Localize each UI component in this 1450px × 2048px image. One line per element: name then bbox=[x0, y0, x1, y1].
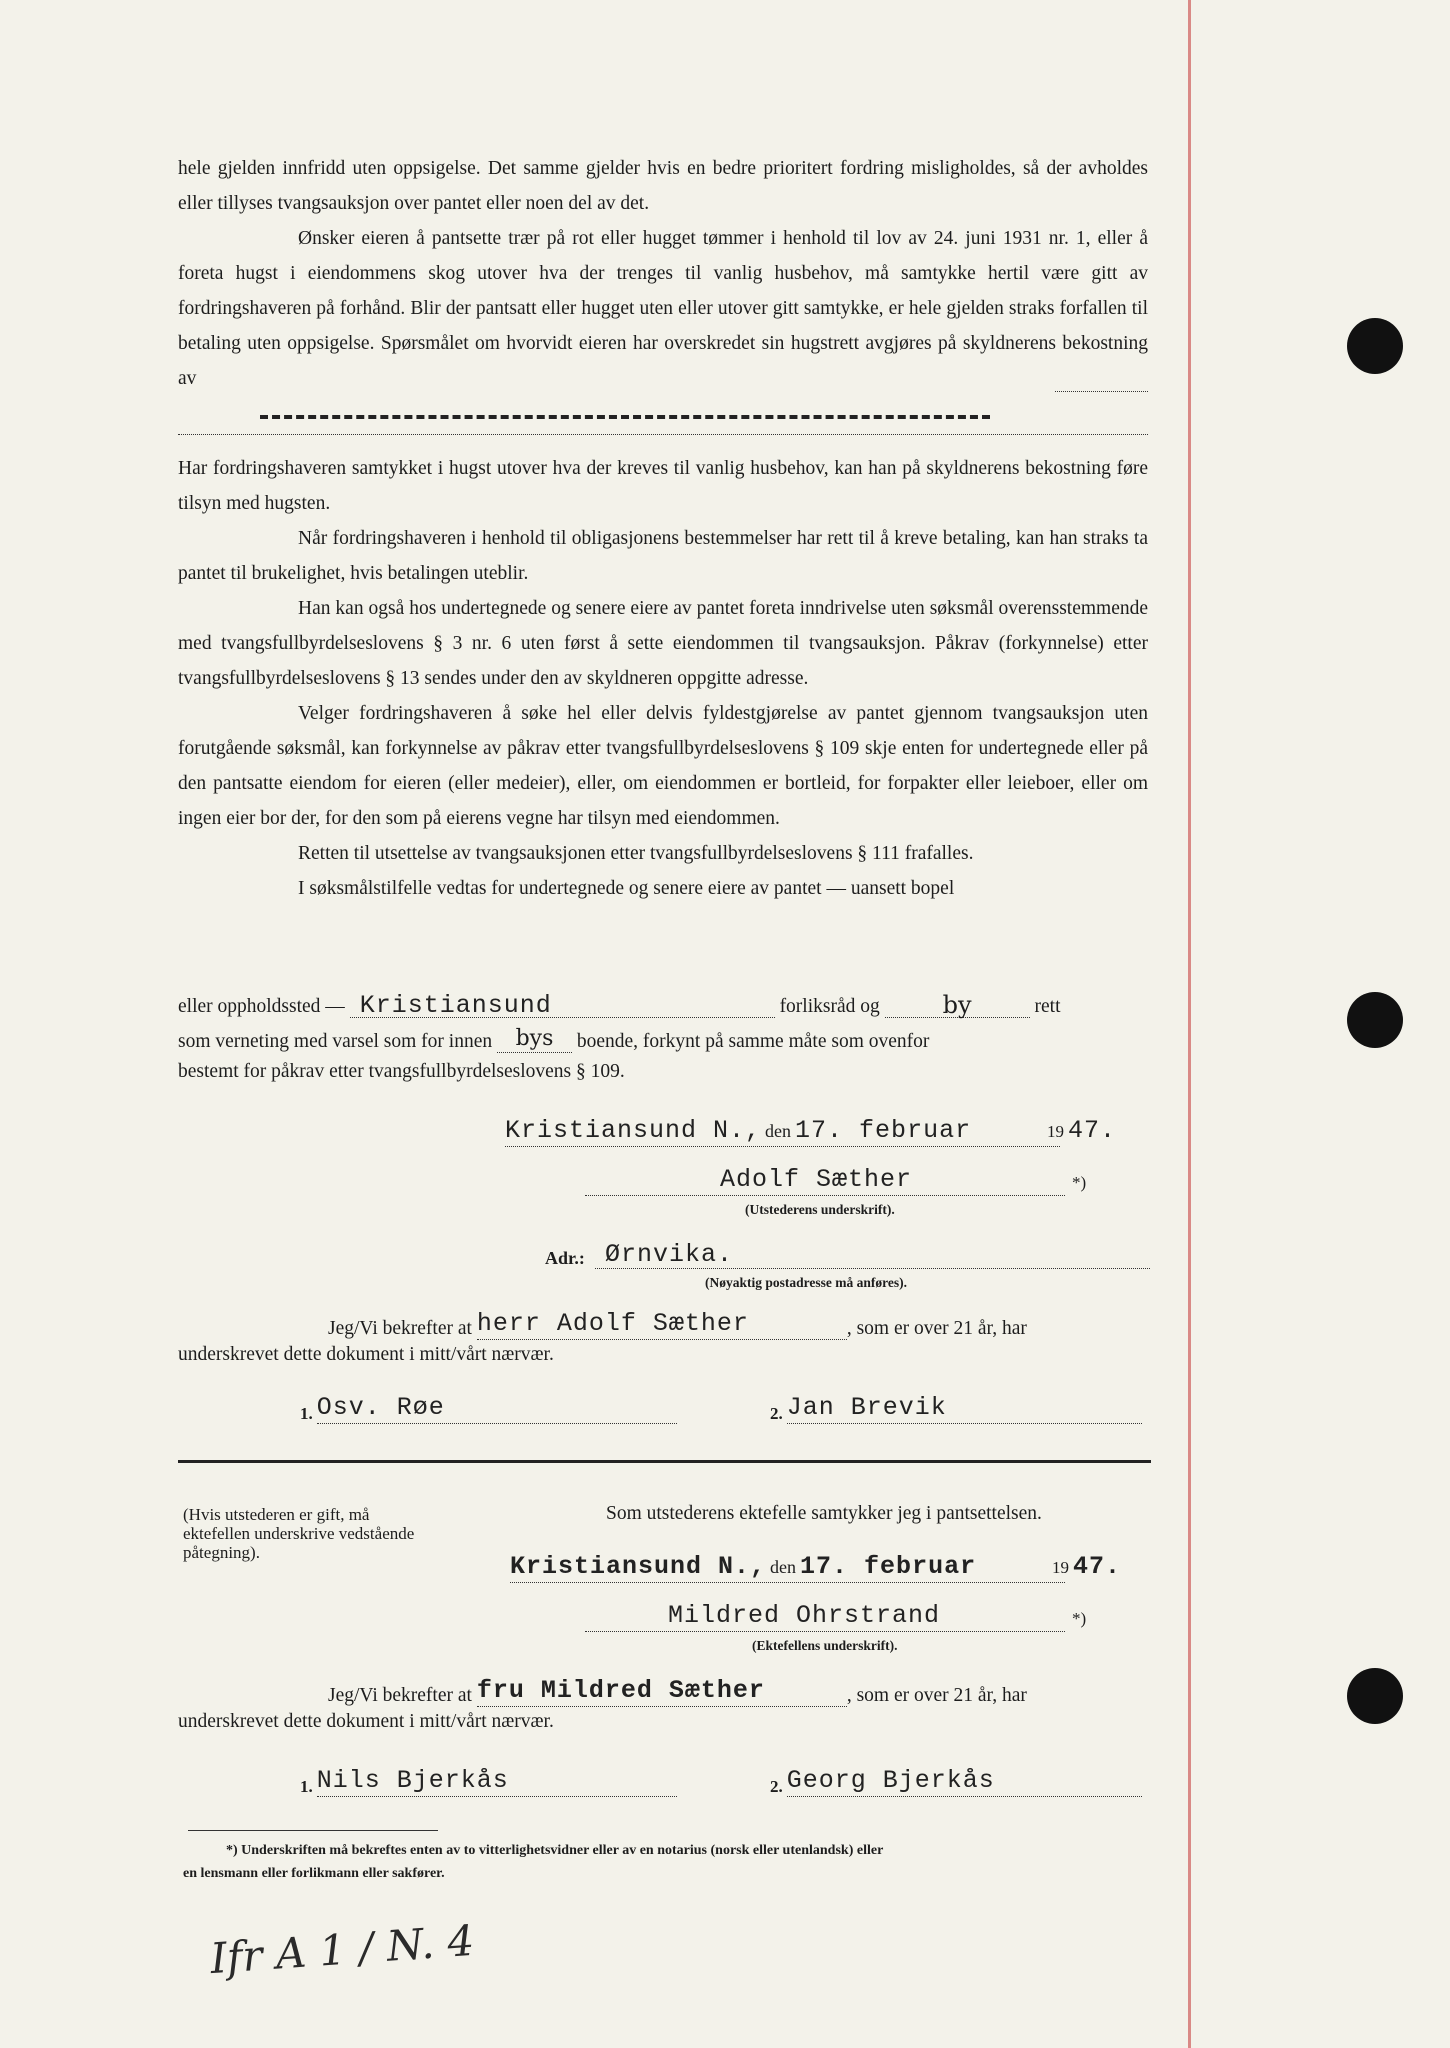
body-section-middle bbox=[178, 451, 1148, 906]
venue-line: som verneting med varsel som for innen bys boende, forkynt på samme måte som ovenfor bbox=[178, 1026, 930, 1052]
paragraph: Retten til utsettelse av tvangsauksjonen etter tvangsfullbyrdelseslovens § 111 frafalles. bbox=[298, 843, 974, 864]
fill-line bbox=[510, 1582, 1065, 1583]
confirm-line: Jeg/Vi bekrefter at herr Adolf Sæther , som er over 21 år, har bbox=[328, 1309, 1027, 1339]
handwritten-reference: Ifr A 1 / N. 4 bbox=[208, 1915, 476, 1984]
innen-field: bys bbox=[497, 1026, 572, 1053]
date-field: 17. februar bbox=[800, 1552, 977, 1581]
place-field: Kristiansund N., bbox=[510, 1552, 767, 1581]
paragraph: I søksmålstilfelle vedtas for undertegnede og senere eiere av pantet — uansett bopel bbox=[298, 878, 955, 899]
witness-field: Jan Brevik bbox=[787, 1393, 1142, 1424]
signature-line bbox=[585, 1631, 1065, 1632]
forliksrad-field: Kristiansund bbox=[350, 991, 775, 1018]
spouse-consent: Som utstederens ektefelle samtykker jeg i pantsettelsen. bbox=[606, 1503, 1042, 1524]
paragraph: Velger fordringshaveren å søke hel eller delvis fyldestgjørelse av pantet gjennom tvangsauksjon uten forutgående søksmål, kan forkynnelse av påkrav etter tvangsfullbyrdelseslovens § 109 skje enten for undertegnede eller på den pantsatte eiendom for eieren (eller medeier), eller, om eiendommen er bortleid, for forpakter eller leieboer, eller om ingen eier bor der, for den som på eierens vegne har tilsyn med eiendommen. bbox=[178, 703, 1148, 829]
footnote: *) Underskriften må bekreftes enten av to vitterlighetsvidner eller av en notarius (norsk eller utenlandsk) eller bbox=[226, 1843, 884, 1858]
witness-field: Osv. Røe bbox=[317, 1393, 677, 1424]
issuer-signature: Adolf Sæther bbox=[720, 1165, 913, 1194]
signature-caption: (Utstederens underskrift). bbox=[745, 1202, 895, 1217]
margin-line bbox=[1188, 0, 1191, 2048]
fill-line bbox=[1055, 391, 1148, 392]
witness-field: Nils Bjerkås bbox=[317, 1766, 677, 1797]
punch-hole bbox=[1347, 992, 1403, 1048]
paragraph: Har fordringshaveren samtykket i hugst utover hva der kreves til vanlig husbehov, kan han på skyldnerens bekostning føre tilsyn med hugsten. bbox=[178, 458, 1148, 514]
signature-caption: (Ektefellens underskrift). bbox=[752, 1638, 898, 1653]
paragraph: Ønsker eieren å pantsette trær på rot eller hugget tømmer i henhold til lov av 24. juni 1931 nr. 1, eller å foreta hugst i eiendommens skog utover hva der trenges til vanlig husbehov, må samtykke hertil være gitt av fordringshaveren på forhånd. Blir der pantsatt eller hugget uten eller utover gitt samtykke, er hele gjelden straks forfallen til betaling uten oppsigelse. Spørsmålet om hvorvidt eieren har overskredet sin hugstrett avgjøres på skyldnerens bekostning av bbox=[178, 228, 1148, 389]
paragraph: Han kan også hos undertegnede og senere eiere av pantet foreta inndrivelse uten søksmål overensstemmende med tvangsfullbyrdelseslovens § 3 nr. 6 uten først å sette eiendommen til tvangsauksjon. Påkrav (forkynnelse) etter tvangsfullbyrdelseslovens § 13 sendes under den av skyldneren oppgitte adresse. bbox=[178, 598, 1148, 689]
confirm-name-field: fru Mildred Sæther bbox=[477, 1676, 847, 1707]
issuer-date-line: Kristiansund N., den 17. februar 19 47. bbox=[505, 1116, 1117, 1145]
punch-hole bbox=[1347, 318, 1403, 374]
rett-field: by bbox=[885, 991, 1030, 1018]
confirm-line: Jeg/Vi bekrefter at fru Mildred Sæther , som er over 21 år, har bbox=[328, 1676, 1027, 1706]
fill-line bbox=[505, 1146, 1060, 1147]
address-label: Adr.: bbox=[545, 1248, 585, 1268]
address-line bbox=[595, 1268, 1150, 1269]
body-section-top bbox=[178, 151, 1148, 396]
address-caption: (Nøyaktig postadresse må anføres). bbox=[705, 1275, 907, 1290]
spouse-date-line: Kristiansund N., den 17. februar 19 47. bbox=[510, 1552, 1122, 1581]
venue-line: eller oppholdssted — Kristiansund forliksråd og by rett bbox=[178, 991, 1061, 1020]
footnote-rule bbox=[188, 1830, 438, 1831]
punch-hole bbox=[1347, 1668, 1403, 1724]
paragraph: bestemt for påkrav etter tvangsfullbyrdelseslovens § 109. bbox=[178, 1061, 625, 1082]
year-field: 47. bbox=[1068, 1116, 1117, 1145]
document-page: hele gjelden innfridd uten oppsigelse. Det samme gjelder hvis en bedre prioritert fordring misligholdes, så der avholdes eller tillyses tvangsauksjon over pantet eller noen del av det. Ønsker eieren å pantsette trær på rot eller hugget tømmer i henhold til lov av 24. juni 1931 nr. 1, eller å foreta hugst i eiendommens skog utover hva der trenges til vanlig husbehov, må samtykke hertil være gitt av fordringshaveren på forhånd. Blir der pantsatt eller hugget uten eller utover gitt samtykke, er hele gjelden straks forfallen til betaling uten oppsigelse. Spørsmålet om hvorvidt eieren har overskredet sin hugstrett avgjøres på skyldnerens bekostning av Har fordringshaveren samtykket i hugst utover hva der kreves til vanlig husbehov, kan han på skyldnerens bekostning føre tilsyn med hugsten. Når fordringshaveren i henhold til obligasjonens bestemmelser har rett til å kreve betaling, kan han straks ta pantet til brukelighet, hvis betalingen uteblir. Han kan også hos undertegnede og senere eiere av pantet foreta inndrivelse uten søksmål overensstemmende med tvangsfullbyrdelseslovens § 3 nr. 6 uten først å sette eiendommen til tvangsauksjon. Påkrav (forkynnelse) etter tvangsfullbyrdelseslovens § 13 sendes under den av skyldneren oppgitte adresse. Velger fordringshaveren å søke hel eller delvis fyldestgjørelse av pantet gjennom tvangsauksjon uten forutgående søksmål, kan forkynnelse av påkrav etter tvangsfullbyrdelseslovens § 109 skje enten for undertegnede eller på den pantsatte eiendom for eieren (eller medeier), eller, om eiendommen er bortleid, for forpakter eller leieboer, eller om ingen eier bor der, for den som på eierens vegne har tilsyn med eiendommen. Retten til utsettelse av tvangsauksjonen etter tvangsfullbyrdelseslovens § 111 frafalles. I søksmålstilfelle vedtas for undertegnede og senere eiere av pantet — uansett bopel eller oppholdssted — Kristiansund forliksråd og by rett som verneting med varsel som for innen bys boende, forkynt på samme måte som ovenfor bestemt for påkrav etter tvangsfullbyrdelseslovens § 109. Kristiansund N., den 17. februar 19 47. Adolf Sæther *) (Utstederens underskrift). Adr.: Ørnvika. (Nøyaktig postadresse må anføres). Jeg/Vi bekrefter at herr Adolf Sæther , som er over 21 år, har underskrevet dette dokument i mitt/vårt nærvær. 1. Osv. Røe 2. Jan Brevik (Hvis utstederen er gift, må ektefellen underskrive vedstående påtegning). Som utstederens ektefelle samtykker jeg i pantsettelsen. Kristiansund N., den 17. februar 19 47. Mildred Ohrstrand *) (Ektefellens underskrift). Jeg/Vi bekrefter at fru Mildred Sæther , som er over 21 år, har underskrevet dette dokument i mitt/vårt nærvær. 1. Nils Bjerkås 2. Georg Bjerkås *) Underskriften må bekreftes enten av to vitterlighetsvidner eller av en notarius (norsk eller utenlandsk) eller en lensmann eller forlikmann eller sakfører. Ifr A 1 / N. 4 bbox=[0, 0, 1450, 2048]
confirm-name-field: herr Adolf Sæther bbox=[477, 1309, 847, 1340]
witness-2: 2. Jan Brevik bbox=[770, 1393, 1142, 1424]
witness-1: 1. Osv. Røe bbox=[300, 1393, 677, 1424]
witness-2: 2. Georg Bjerkås bbox=[770, 1766, 1142, 1797]
place-field: Kristiansund N., bbox=[505, 1116, 762, 1145]
witness-field: Georg Bjerkås bbox=[787, 1766, 1142, 1797]
witness-1: 1. Nils Bjerkås bbox=[300, 1766, 677, 1797]
footnote: en lensmann eller forlikmann eller sakfører. bbox=[183, 1866, 445, 1881]
address-field: Ørnvika. bbox=[605, 1240, 734, 1269]
paragraph: hele gjelden innfridd uten oppsigelse. Det samme gjelder hvis en bedre prioritert fordring misligholdes, så der avholdes eller tillyses tvangsauksjon over pantet eller noen del av det. bbox=[178, 158, 1148, 214]
signature-line bbox=[585, 1195, 1065, 1196]
date-field: 17. februar bbox=[795, 1116, 972, 1145]
fill-line bbox=[178, 434, 1148, 435]
year-field: 47. bbox=[1073, 1552, 1122, 1581]
paragraph: Når fordringshaveren i henhold til obligasjonens bestemmelser har rett til å kreve betaling, kan han straks ta pantet til brukelighet, hvis betalingen uteblir. bbox=[178, 528, 1148, 584]
dashed-rule bbox=[260, 415, 990, 419]
section-divider bbox=[178, 1460, 1151, 1463]
spouse-signature: Mildred Ohrstrand bbox=[668, 1601, 941, 1630]
spouse-side-note: (Hvis utstederen er gift, må ektefellen underskrive vedstående påtegning). bbox=[183, 1505, 415, 1562]
